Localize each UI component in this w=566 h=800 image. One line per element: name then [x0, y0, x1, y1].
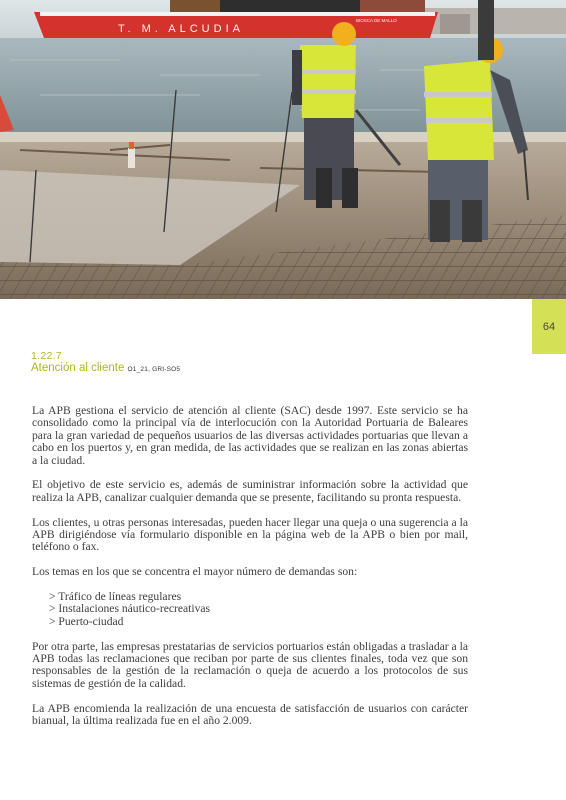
section-title [31, 362, 180, 374]
paragraph: El objetivo de este servicio es, además de suministrar información sobre la actividad que realiza la APB, canalizar cualquier demanda que se presente, facilitando su pronta respuesta. [32, 478, 468, 504]
ship-name: T. M. ALCUDIA [118, 23, 244, 35]
paragraph: Los temas en los que se concentra el mayor número de demandas son: [32, 565, 358, 579]
header-photo [0, 0, 566, 299]
section-title-text: Atención al cliente [31, 362, 125, 374]
paragraph: La APB gestiona el servicio de atención al cliente (SAC) desde 1997. Este servicio se ha consolidado como la principal vía de interlocución con la Autoridad Portuaria de Baleares para la gran variedad de pequeños usuarios de las diversas actividades portuarias que llevan a cabo en los puertos y, en gran medida, de las actividades que se realizan en las zonas abiertas a la ciudad. [32, 404, 468, 467]
list-item: > Puerto-ciudad [49, 614, 124, 628]
section-codes: O1_21, GRI-SO5 [127, 366, 181, 373]
page-number: 64 [542, 320, 556, 333]
list-item: > Instalaciones náutico-recreativas [49, 602, 211, 616]
paragraph: Por otra parte, las empresas prestatarias de servicios portuarios están obligadas a trasladar a la APB todas las reclamaciones que reciban por parte de sus clientes finales, toda vez que son responsables de la gestión de la reclamación o queja de acuerdo a los protocolos de sus sistemas de gestión de la calidad. [32, 639, 468, 690]
list-item: > Tráfico de líneas regulares [49, 590, 182, 604]
paragraph: La APB encomienda la realización de una encuesta de satisfacción de usuarios con carácter bianual, la última realizada fue en el año 2.009. [32, 701, 468, 728]
page-number-tab [532, 299, 566, 354]
port-workers-illustration [0, 0, 566, 299]
paragraph: Los clientes, u otras personas interesadas, pueden hacer llegar una queja o una sugerencia a la APB dirigiéndose vía formulario disponible en la página web de la APB o bien por mail, teléfono o fax. [32, 515, 468, 554]
topics-list [32, 591, 468, 628]
section-number: 1.22.7 [31, 350, 62, 362]
ship-stern-text: BIOSCA DE MALLO [356, 18, 397, 23]
body-text [32, 405, 468, 740]
